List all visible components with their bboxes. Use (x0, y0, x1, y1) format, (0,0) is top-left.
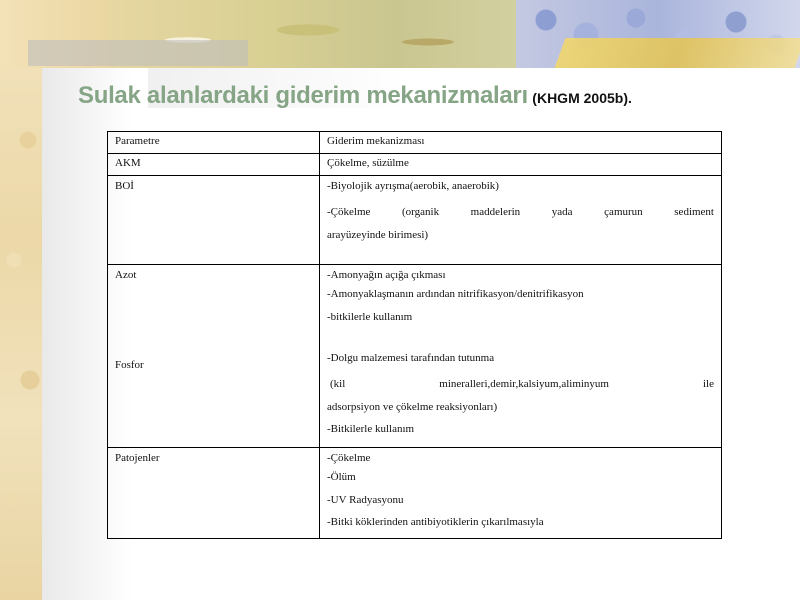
table-row (108, 448, 722, 539)
header-cell-mechanism: Giderim mekanizması (320, 132, 722, 154)
mechanism-cell: -Çökelme -Ölüm -UV Radyasyonu -Bitki köklerinden antibiyotiklerin çıkarılmasıyla (320, 448, 722, 539)
slide-title-main: Sulak alanlardaki giderim mekanizmaları (78, 82, 528, 109)
table-row (108, 176, 722, 265)
param-cell: Azot Fosfor (108, 265, 320, 448)
table-row (108, 265, 722, 448)
mechanism-cell: -Amonyağın açığa çıkması -Amonyaklaşmanın ardından nitrifikasyon/denitrifikasyon -bitkilerle kullanım -Dolgu malzemesi tarafından tutunma (kil mineralleri,demir,kalsiyum,aliminyum ile adsorpsiyon ve çökelme reaksiyonları) -Bitkilerle kullanım (320, 265, 722, 448)
mechanism-cell: -Biyolojik ayrışma(aerobik, anaerobik) -Çökelme (organik maddelerin yada çamurun sediment arayüzeyinde birimesi) (320, 176, 722, 265)
table-header-row (108, 132, 722, 154)
param-cell: Patojenler (108, 448, 320, 539)
header-cell-parameter: Parametre (108, 132, 320, 154)
banner-grey-band (28, 40, 248, 66)
param-cell: BOİ (108, 176, 320, 265)
slide-title (78, 82, 778, 110)
param-cell: AKM (108, 154, 320, 176)
banner-gold-band (555, 38, 800, 68)
mechanism-table (107, 131, 722, 539)
parchment-background (0, 0, 42, 600)
header-banner-image (0, 0, 800, 68)
table-row (108, 154, 722, 176)
slide-title-reference: (KHGM 2005b). (532, 90, 632, 106)
mechanism-cell: Çökelme, süzülme (320, 154, 722, 176)
